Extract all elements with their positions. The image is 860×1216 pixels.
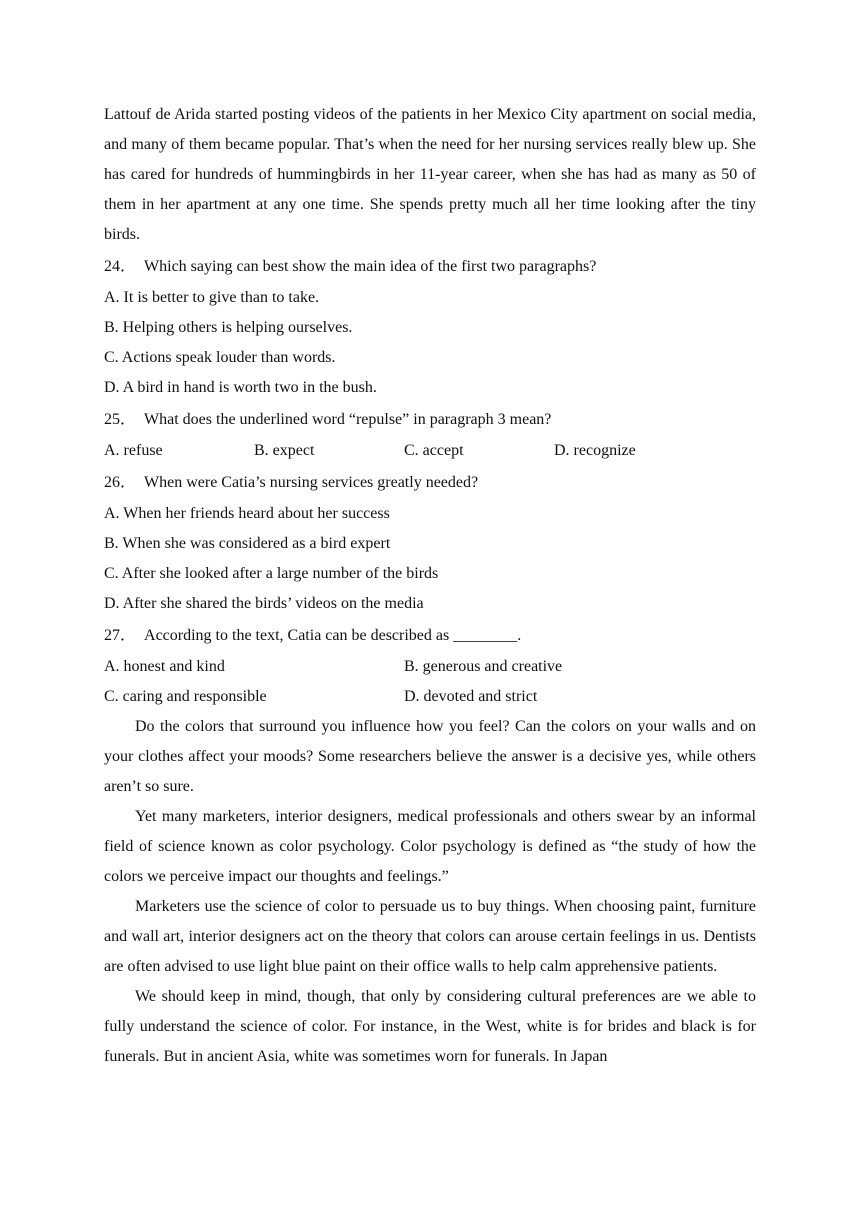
question-text: Which saying can best show the main idea of the first two paragraphs? (144, 258, 597, 275)
option-c: C. After she looked after a large number of the birds (104, 565, 439, 582)
options-row (104, 436, 756, 466)
question-stem (104, 619, 756, 652)
option-d: D. recognize (554, 442, 636, 459)
option-a: A. When her friends heard about her success (104, 505, 390, 522)
question-number: 24． (104, 258, 137, 275)
option-a: A. It is better to give than to take. (104, 289, 320, 306)
option-b: B. generous and creative (404, 658, 563, 675)
question-27 (104, 619, 756, 712)
question-stem (104, 250, 756, 283)
question-text: When were Catia’s nursing services greatly needed? (144, 474, 479, 491)
question-number: 26． (104, 474, 137, 491)
question-25 (104, 403, 756, 466)
question-stem (104, 466, 756, 499)
question-text: According to the text, Catia can be described as ________. (144, 627, 522, 644)
option-c: C. Actions speak louder than words. (104, 349, 336, 366)
option-c: C. accept (404, 442, 464, 459)
options-row (104, 682, 756, 712)
intro-paragraph: Lattouf de Arida started posting videos of the patients in her Mexico City apartment on social media, and many of them became popular. That’s when the need for her nursing services really blew up. She has cared for hundreds of hummingbirds in her 11-year career, when she has had as many as 50 of them in her apartment at any one time. She spends pretty much all her time looking after the tiny birds. (104, 106, 756, 243)
question-text: What does the underlined word “repulse” in paragraph 3 mean? (144, 411, 552, 428)
passage-paragraph-2: Yet many marketers, interior designers, medical professionals and others swear by an informal field of science known as color psychology. Color psychology is defined as “the study of how the colors we perceive impact our thoughts and feelings.” (104, 808, 756, 885)
question-26 (104, 466, 756, 619)
question-stem (104, 403, 756, 436)
option-d: D. A bird in hand is worth two in the bush. (104, 379, 377, 396)
question-number: 25． (104, 411, 137, 428)
passage-paragraph-1: Do the colors that surround you influence how you feel? Can the colors on your walls and on your clothes affect your moods? Some researchers believe the answer is a decisive yes, while others aren’t so sure. (104, 718, 756, 795)
question-24 (104, 250, 756, 403)
option-b: B. When she was considered as a bird expert (104, 535, 391, 552)
option-c: C. caring and responsible (104, 688, 267, 705)
option-a: A. refuse (104, 442, 163, 459)
option-b: B. expect (254, 442, 315, 459)
document-page (104, 100, 756, 1072)
passage-paragraph-4: We should keep in mind, though, that only by considering cultural preferences are we able to fully understand the science of color. For instance, in the West, white is for brides and black is for funerals. But in ancient Asia, white was sometimes worn for funerals. In Japan (104, 988, 756, 1065)
option-b: B. Helping others is helping ourselves. (104, 319, 353, 336)
option-d: D. devoted and strict (404, 688, 538, 705)
question-number: 27． (104, 627, 137, 644)
passage-paragraph-3: Marketers use the science of color to persuade us to buy things. When choosing paint, furniture and wall art, interior designers act on the theory that colors can arouse certain feelings in us. Dentists are often advised to use light blue paint on their office walls to help calm apprehensive patients. (104, 898, 756, 975)
option-a: A. honest and kind (104, 658, 225, 675)
options-row (104, 652, 756, 682)
option-d: D. After she shared the birds’ videos on the media (104, 595, 424, 612)
